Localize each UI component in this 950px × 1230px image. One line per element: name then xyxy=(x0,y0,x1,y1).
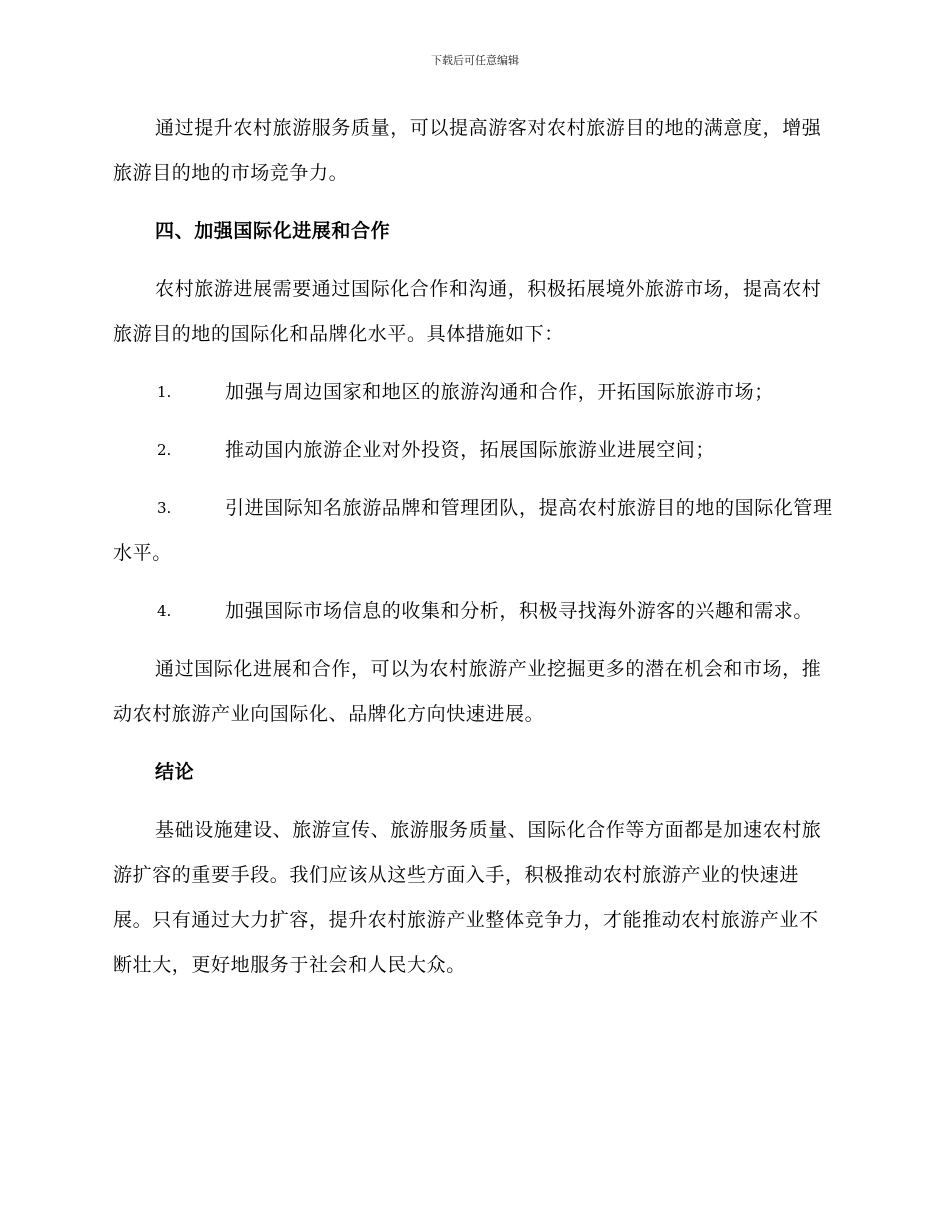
paragraph-gap xyxy=(113,576,833,589)
list-item xyxy=(113,589,833,634)
paragraph-internationalization-summary: 通过国际化进展和合作，可以为农村旅游产业挖掘更多的潜在机会和市场，推动农村旅游产业向国际化、品牌化方向快速进展。 xyxy=(113,658,822,725)
paragraph-gap xyxy=(113,196,833,209)
paragraph-gap xyxy=(113,634,833,647)
list-item-text: 引进国际知名旅游品牌和管理团队，提高农村旅游目的地的国际化管理水平。 xyxy=(113,497,833,564)
paragraph-service-quality: 通过提升农村旅游服务质量，可以提高游客对农村旅游目的地的满意度，增强旅游目的地的市场竞争力。 xyxy=(113,117,822,184)
list-item-number: 4. xyxy=(157,602,172,620)
paragraph-gap xyxy=(113,795,833,808)
paragraph-gap xyxy=(113,473,833,486)
list-item-text: 加强国际市场信息的收集和分析，积极寻找海外游客的兴趣和需求。 xyxy=(225,600,814,622)
list-item xyxy=(113,370,833,415)
section-heading-internationalization: 四、加强国际化进展和合作 xyxy=(155,220,391,242)
document-body xyxy=(113,106,833,988)
list-item-text: 加强与周边国家和地区的旅游沟通和合作，开拓国际旅游市场； xyxy=(225,381,774,403)
paragraph-gap xyxy=(113,357,833,370)
list-item-number: 1. xyxy=(157,383,172,401)
page-header: 下载后可任意编辑 xyxy=(431,54,519,67)
paragraph-conclusion: 基础设施建设、旅游宣传、旅游服务质量、国际化合作等方面都是加速农村旅游扩容的重要手段。我们应该从这些方面入手，积极推动农村旅游产业的快速进展。只有通过大力扩容，提升农村旅游产业整体竞争力，才能推动农村旅游产业不断壮大，更好地服务于社会和人民大众。 xyxy=(113,819,822,976)
paragraph-internationalization-intro: 农村旅游进展需要通过国际化合作和沟通，积极拓展境外旅游市场，提高农村旅游目的地的国际化和品牌化水平。具体措施如下： xyxy=(113,278,822,345)
section-heading-conclusion: 结论 xyxy=(155,761,195,783)
paragraph-gap xyxy=(113,415,833,428)
list-item xyxy=(113,486,833,576)
list-item-text: 推动国内旅游企业对外投资，拓展国际旅游业进展空间； xyxy=(225,439,716,461)
paragraph-gap xyxy=(113,254,833,267)
list-item-number: 2. xyxy=(157,441,172,459)
paragraph-gap xyxy=(113,737,833,750)
list-item xyxy=(113,428,833,473)
list-item-number: 3. xyxy=(157,499,172,517)
